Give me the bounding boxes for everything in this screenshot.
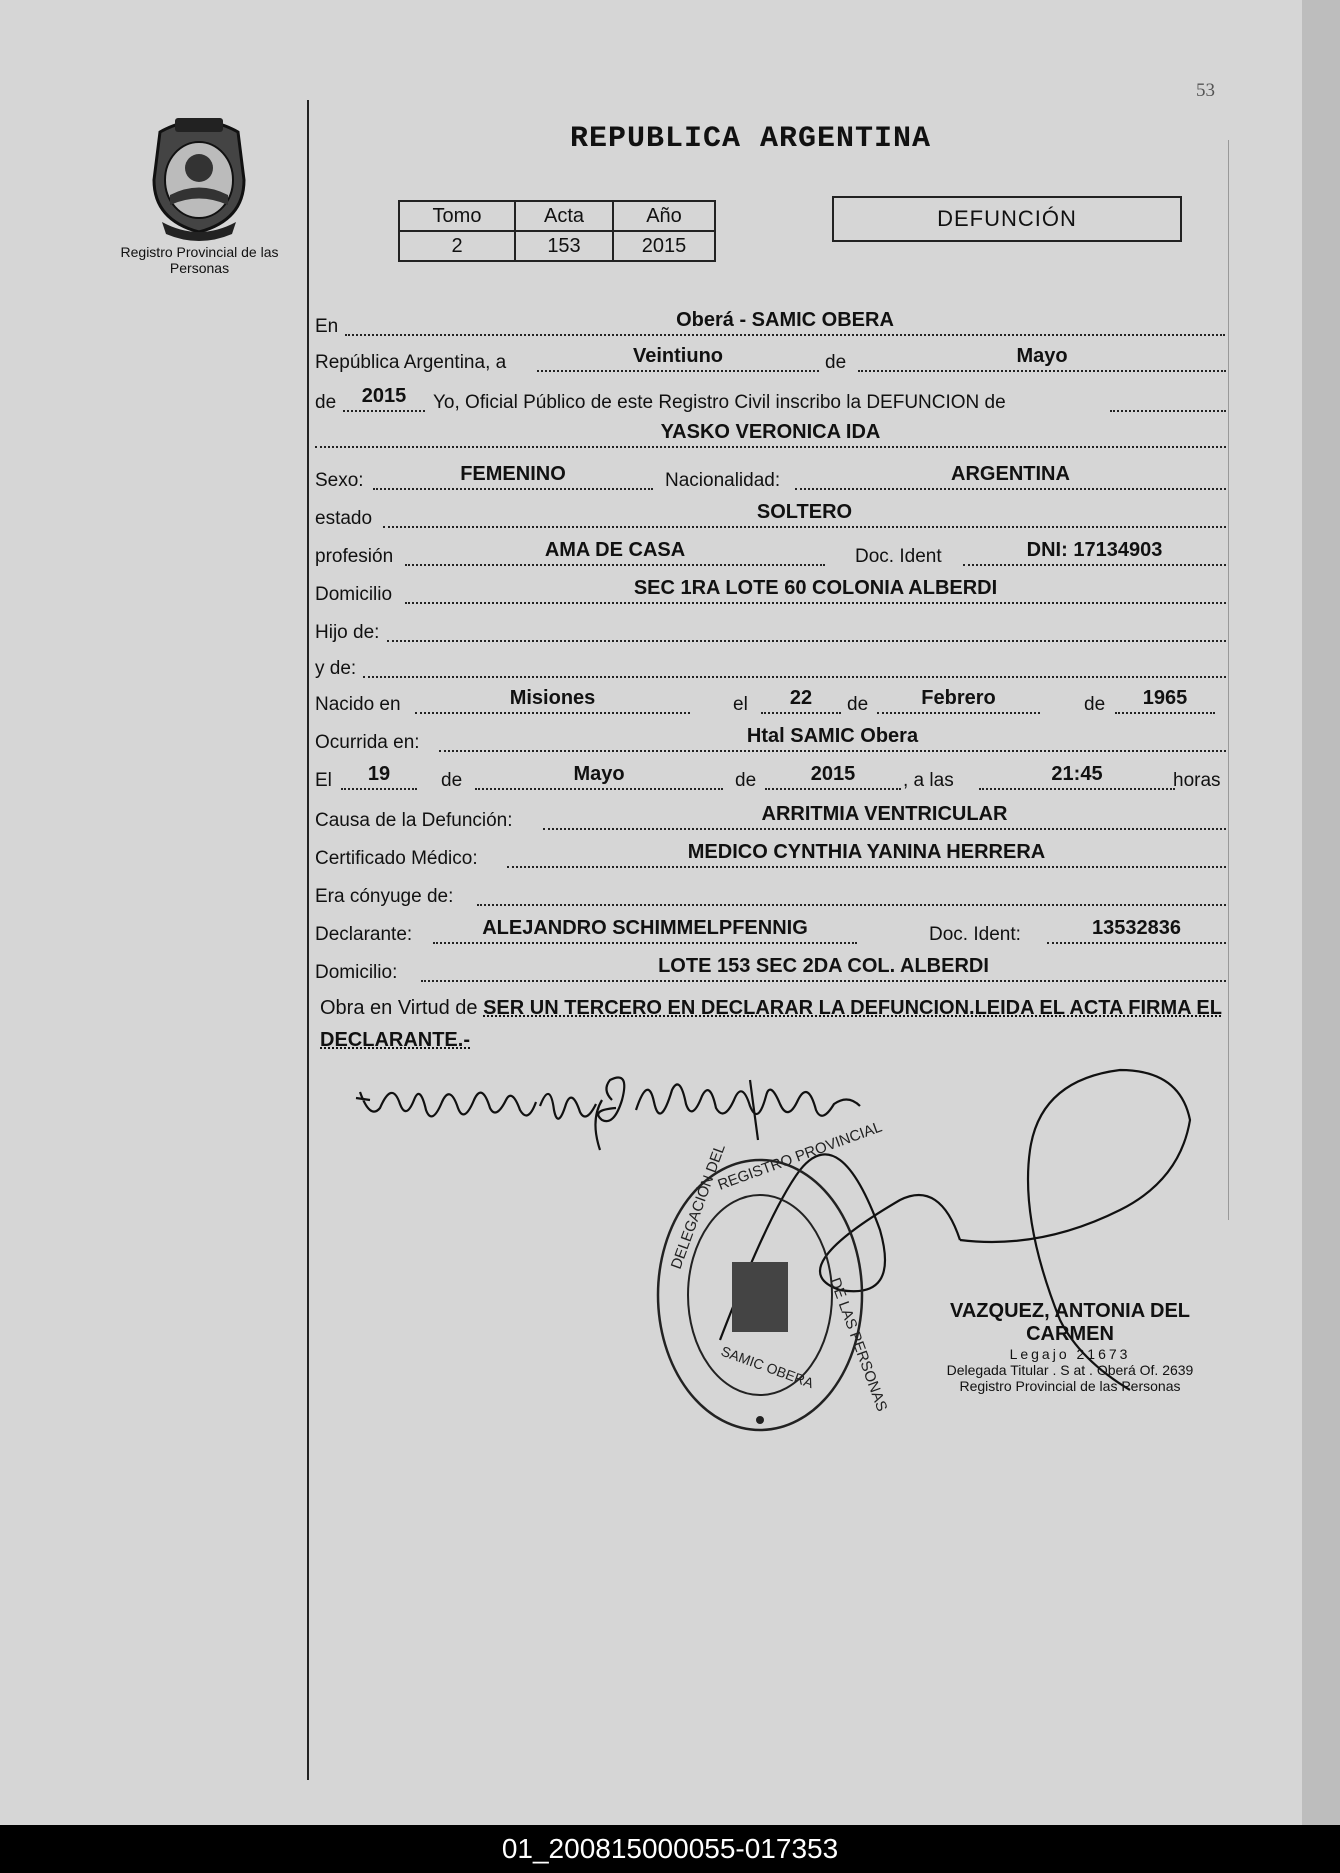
- obra-label: Obra en Virtud de: [320, 997, 478, 1019]
- tomo-header: Tomo: [399, 201, 515, 231]
- row-fecha-defuncion: [315, 762, 1227, 794]
- deceased-name-value: YASKO VERONICA IDA: [660, 421, 881, 443]
- obra-value: SER UN TERCERO EN DECLARAR LA DEFUNCION.LEIDA EL ACTA FIRMA EL DECLARANTE.-: [320, 997, 1222, 1051]
- official-name: VAZQUEZ, ANTONIA DEL CARMEN: [950, 1300, 1190, 1345]
- row-estado: [315, 500, 1227, 532]
- registry-seal: [650, 1118, 891, 1440]
- causa-value: ARRITMIA VENTRICULAR: [761, 803, 1008, 825]
- sexo-label: Sexo:: [315, 470, 364, 491]
- misiones-emblem-logo: [140, 110, 258, 240]
- row-hijo: [315, 614, 1227, 646]
- domicilio-label: Domicilio: [315, 584, 393, 605]
- hijo-label: Hijo de:: [315, 622, 380, 643]
- certificado-label: Certificado Médico:: [315, 848, 478, 869]
- conyuge-label: Era cónyuge de:: [315, 886, 454, 907]
- tomo-value: 2: [399, 231, 515, 261]
- row-sexo: [315, 462, 1227, 494]
- footer-filename: 01_200815000055-017353: [0, 1825, 1340, 1873]
- svg-text:DELEGACIÓN DEL: DELEGACIÓN DEL: [667, 1141, 729, 1272]
- row-domicilio: [315, 576, 1227, 608]
- year-prefix-label: de: [315, 392, 337, 413]
- estado-value: SOLTERO: [756, 501, 853, 523]
- official-registry: Registro Provincial de las Personas: [959, 1378, 1181, 1394]
- rep-day-value: Veintiuno: [633, 345, 723, 367]
- doc-ident-label: Doc. Ident: [855, 546, 942, 567]
- official-legajo: Legajo 21673: [1009, 1346, 1131, 1362]
- birth-year-value: 1965: [1142, 687, 1188, 709]
- republica-label: República Argentina, a: [315, 352, 507, 373]
- ocurrida-value: Htal SAMIC Obera: [746, 725, 919, 747]
- row-domicilio-declarante: [315, 954, 1227, 986]
- anio-header: Año: [613, 201, 715, 231]
- row-declarante: [315, 916, 1227, 948]
- causa-label: Causa de la Defunción:: [315, 810, 513, 831]
- en-label: En: [315, 316, 339, 337]
- row-profesion: [315, 538, 1227, 570]
- svg-text:SAMIC OBERA: SAMIC OBERA: [718, 1342, 816, 1392]
- domicilio-value: SEC 1RA LOTE 60 COLONIA ALBERDI: [633, 577, 998, 599]
- nacionalidad-label: Nacionalidad:: [665, 470, 781, 491]
- year-end-dotted-line: [1110, 388, 1226, 412]
- hijo-dotted-line: [387, 618, 1226, 642]
- death-month-value: Mayo: [573, 763, 625, 785]
- row-nacido: [315, 686, 1227, 718]
- page-number: 53: [1196, 80, 1215, 101]
- acta-value: 153: [515, 231, 613, 261]
- official-role: Delegada Titular . S at . Oberá Of. 2639: [946, 1362, 1194, 1378]
- nacido-en-label: Nacido en: [315, 694, 401, 715]
- row-yde: [315, 650, 1227, 682]
- right-rule: [1228, 140, 1229, 1220]
- birth-de2-label: de: [1084, 694, 1106, 715]
- death-time-value: 21:45: [1051, 763, 1103, 785]
- rep-de-label: de: [825, 352, 847, 373]
- page-edge: [1302, 0, 1340, 1825]
- anio-value: 2015: [613, 231, 715, 261]
- row-en: [315, 308, 1227, 340]
- declarante-doc-label: Doc. Ident:: [929, 924, 1021, 945]
- nacido-en-value: Misiones: [509, 687, 596, 709]
- document-title: REPUBLICA ARGENTINA: [570, 122, 932, 156]
- birth-day-value: 22: [789, 687, 813, 709]
- row-name: [315, 420, 1227, 452]
- year-value: 2015: [361, 385, 407, 407]
- acta-header: Acta: [515, 201, 613, 231]
- declarant-handwritten-signature: [356, 1078, 860, 1151]
- en-value: Oberá - SAMIC OBERA: [676, 309, 894, 331]
- horas-label: horas: [1173, 770, 1221, 791]
- year-text: Yo, Oficial Público de este Registro Civil inscribo la DEFUNCION de: [433, 392, 1006, 413]
- nacionalidad-value: ARGENTINA: [951, 463, 1070, 485]
- certificado-value: MEDICO CYNTHIA YANINA HERRERA: [687, 841, 1046, 863]
- yde-label: y de:: [315, 658, 357, 679]
- conyuge-dotted-line: [477, 882, 1226, 906]
- document-type-box: DEFUNCIÓN: [832, 196, 1182, 242]
- estado-label: estado: [315, 508, 373, 529]
- el2-label: El: [315, 770, 332, 791]
- ocurrida-label: Ocurrida en:: [315, 732, 420, 753]
- registry-table: [398, 200, 716, 262]
- alas-label: , a las: [903, 770, 954, 791]
- domicilio2-value: LOTE 153 SEC 2DA COL. ALBERDI: [658, 955, 989, 977]
- el-label: el: [733, 694, 748, 715]
- row-causa: [315, 802, 1227, 834]
- death-day-value: 19: [367, 763, 391, 785]
- profesion-value: AMA DE CASA: [544, 539, 686, 561]
- declarante-doc-value: 13532836: [1092, 917, 1181, 939]
- birth-de-label: de: [847, 694, 869, 715]
- row-certificado: [315, 840, 1227, 872]
- logo-caption: Registro Provincial de las Personas: [120, 244, 279, 276]
- death-year-value: 2015: [810, 763, 856, 785]
- yde-dotted-line: [363, 654, 1226, 678]
- doc-ident-value: DNI: 17134903: [1026, 539, 1163, 561]
- row-ocurrida: [315, 724, 1227, 756]
- declarante-label: Declarante:: [315, 924, 413, 945]
- birth-month-value: Febrero: [921, 687, 996, 709]
- rep-month-value: Mayo: [1016, 345, 1068, 367]
- declarante-value: ALEJANDRO SCHIMMELPFENNIG: [482, 917, 808, 939]
- svg-text:REGISTRO PROVINCIAL: REGISTRO PROVINCIAL: [715, 1118, 885, 1194]
- row-republica: [315, 344, 1227, 376]
- row-conyuge: [315, 878, 1227, 910]
- svg-text:DE LAS PERSONAS: DE LAS PERSONAS: [826, 1275, 891, 1414]
- margin-rule: [307, 100, 309, 1780]
- row-year: [315, 384, 1227, 416]
- sexo-value: FEMENINO: [460, 463, 566, 485]
- official-stamp: [920, 1300, 1220, 1394]
- obra-en-virtud: [320, 992, 1230, 1056]
- death-de2-label: de: [735, 770, 757, 791]
- death-de-label: de: [441, 770, 463, 791]
- profesion-label: profesión: [315, 546, 394, 567]
- domicilio2-label: Domicilio:: [315, 962, 398, 983]
